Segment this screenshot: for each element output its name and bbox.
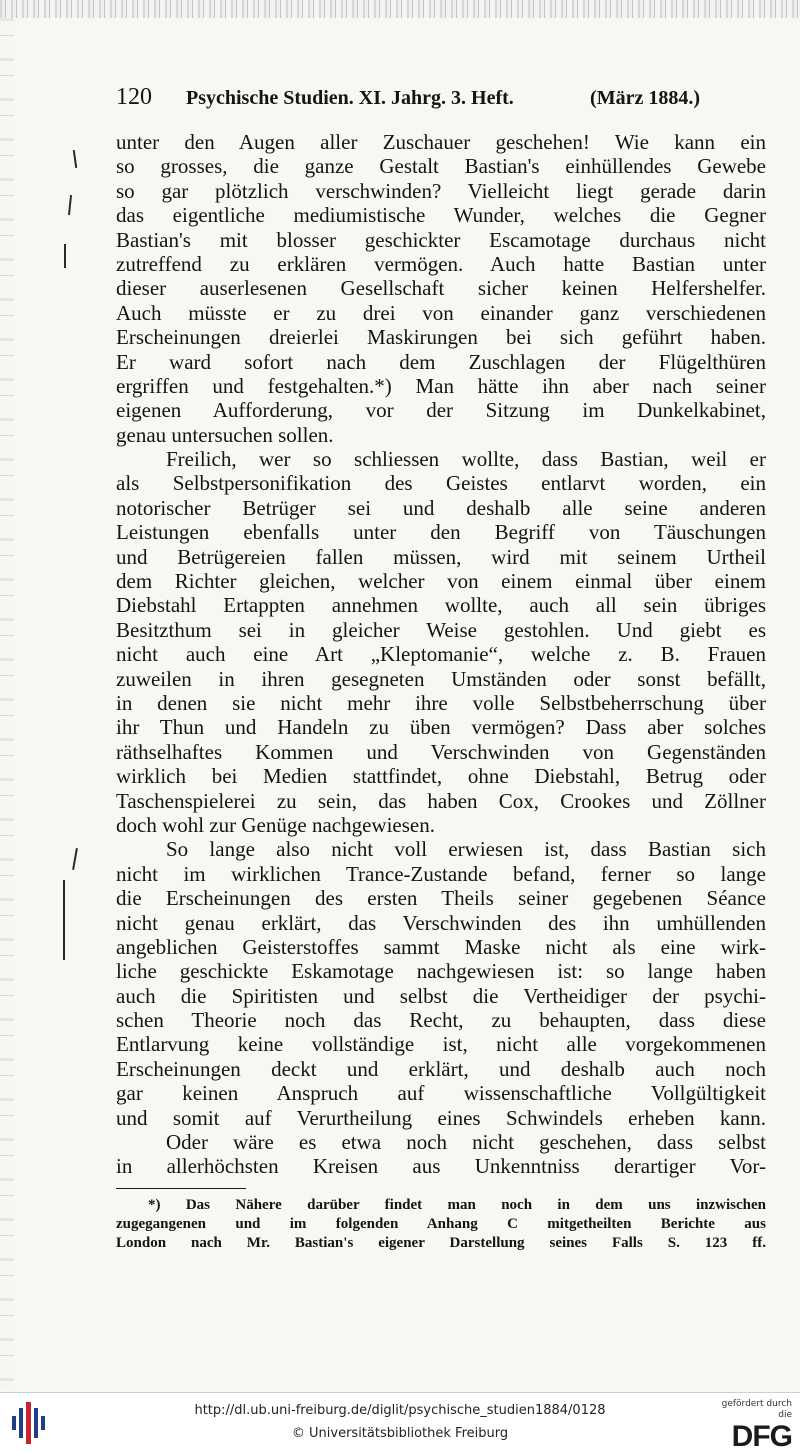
text-line: schen Theorie noch das Recht, zu behaupten, dass diese xyxy=(116,1008,766,1033)
footnote xyxy=(116,1196,766,1253)
text-line: doch wohl zur Genüge nachgewiesen. xyxy=(116,812,435,837)
margin-mark xyxy=(73,150,77,168)
text-line: eigenen Aufforderung, vor der Sitzung im Dunkelkabinet, xyxy=(116,398,766,423)
text-line: Auch müsste er zu drei von einander ganz verschiedenen xyxy=(116,300,766,325)
permalink-url[interactable]: http://dl.ub.uni-freiburg.de/diglit/psychische_studien1884/0128 xyxy=(194,1403,606,1418)
text-line: in denen sie nicht mehr ihre volle Selbstbeherrschung über xyxy=(116,690,766,715)
text-line: Er ward sofort nach dem Zuschlagen der Flügelthüren xyxy=(116,349,766,374)
funder-caption: gefördert durch die xyxy=(721,1399,792,1420)
text-line: räthselhaftes Kommen und Verschwinden von Gegenständen xyxy=(116,739,766,764)
text-line: Erscheinungen dreierlei Maskirungen bei sich geführt haben. xyxy=(116,325,766,350)
text-line: nicht auch eine Art „Kleptomanie“, welche z. B. Frauen xyxy=(116,642,766,667)
running-head xyxy=(116,84,700,110)
text-line: Oder wäre es etwa noch nicht geschehen, dass selbst xyxy=(166,1130,766,1155)
text-line: auch die Spiritisten und selbst die Vertheidiger der psychi- xyxy=(116,983,766,1008)
text-line: so gar plötzlich verschwinden? Vielleicht liegt gerade darin xyxy=(116,178,766,203)
text-line: Leistungen ebenfalls unter den Begriff von Täuschungen xyxy=(116,520,766,545)
text-line: Erscheinungen deckt und erklärt, und deshalb auch noch xyxy=(116,1056,766,1081)
text-line: Taschenspielerei zu sein, das haben Cox, Crookes und Zöllner xyxy=(116,788,766,813)
copyright-notice: © Universitätsbibliothek Freiburg xyxy=(291,1426,509,1441)
text-line: und Betrügereien fallen müssen, wird mit seinem Urtheil xyxy=(116,544,766,569)
scan-edge-top xyxy=(0,0,800,18)
text-line: als Selbstpersonifikation des Geistes entlarvt worden, ein xyxy=(116,471,766,496)
text-line: das eigentliche mediumistische Wunder, welches die Gegner xyxy=(116,203,766,228)
text-line: zuweilen in ihren gesegneten Umständen oder sonst befällt, xyxy=(116,666,766,691)
footnote-rule xyxy=(116,1188,246,1189)
text-line: Besitzthum sei in gleicher Weise gestohlen. Und giebt es xyxy=(116,617,766,642)
footnote-line: *) Das Nähere darüber findet man noch in dem uns inzwischen xyxy=(148,1197,766,1213)
text-line: angeblichen Geisterstoffes sammt Maske nicht als eine wirk- xyxy=(116,934,766,959)
text-line: gar keinen Anspruch auf wissenschaftliche Vollgültigkeit xyxy=(116,1081,766,1106)
text-line: nicht im wirklichen Trance-Zustande befand, ferner so lange xyxy=(116,861,766,886)
margin-mark xyxy=(72,848,78,870)
text-line: unter den Augen aller Zuschauer geschehen! Wie kann ein xyxy=(116,130,766,154)
text-line: So lange also nicht voll erwiesen ist, dass Bastian sich xyxy=(166,837,766,862)
text-line: Diebstahl Ertappten annehmen wollte, auch all sein übriges xyxy=(116,593,766,618)
text-line: in allerhöchsten Kreisen aus Unkenntniss derartiger Vor- xyxy=(116,1154,766,1179)
body-text xyxy=(116,130,766,1179)
text-line: genau untersuchen sollen. xyxy=(116,422,334,447)
margin-mark xyxy=(63,880,65,960)
footnote-line: London nach Mr. Bastian's eigener Darstellung seines Falls S. 123 ff. xyxy=(116,1235,766,1251)
text-line: Bastian's mit blosser geschickter Escamotage durchaus nicht xyxy=(116,227,766,252)
scan-edge-left xyxy=(0,18,14,1388)
text-line: dieser auserlesenen Gesellschaft sicher keinen Helfershelfer. xyxy=(116,276,766,301)
text-line: notorischer Betrüger sei und deshalb alle seine anderen xyxy=(116,495,766,520)
page-number: 120 xyxy=(116,84,152,110)
text-line: so grosses, die ganze Gestalt Bastian's einhüllendes Gewebe xyxy=(116,154,766,179)
text-line: Freilich, wer so schliessen wollte, dass Bastian, weil er xyxy=(166,447,766,472)
text-line: ergriffen und festgehalten.*) Man hätte ihn aber nach seiner xyxy=(116,373,766,398)
margin-mark xyxy=(68,195,72,215)
margin-mark xyxy=(64,244,66,268)
text-line: zutreffend zu erklären vermögen. Auch hatte Bastian unter xyxy=(116,251,766,276)
viewer-footer xyxy=(0,1392,800,1452)
dfg-wordmark: DFG xyxy=(731,1420,792,1453)
text-line: ihr Thun und Handeln zu üben vermögen? Dass aber solches xyxy=(116,715,766,740)
text-line: und somit auf Verurtheilung eines Schwindels erheben kann. xyxy=(116,1105,766,1130)
journal-title: Psychische Studien. XI. Jahrg. 3. Heft. xyxy=(186,87,514,109)
text-line: liche geschickte Eskamotage nachgewiesen ist: so lange haben xyxy=(116,959,766,984)
dfg-logo[interactable] xyxy=(706,1399,792,1453)
text-line: dem Richter gleichen, welcher von einem einmal über einem xyxy=(116,569,766,594)
footnote-line: zugegangenen und im folgenden Anhang C mitgetheilten Berichte aus xyxy=(116,1216,766,1232)
text-line: die Erscheinungen des ersten Theils seiner gegebenen Séance xyxy=(116,886,766,911)
text-line: Entlarvung keine vollständige ist, nicht alle vorgekommenen xyxy=(116,1032,766,1057)
text-line: nicht genau erklärt, das Verschwinden des ihn umhüllenden xyxy=(116,910,766,935)
text-line: wirklich bei Medien stattfindet, ohne Diebstahl, Betrug oder xyxy=(116,764,766,789)
issue-date: (März 1884.) xyxy=(590,87,700,109)
